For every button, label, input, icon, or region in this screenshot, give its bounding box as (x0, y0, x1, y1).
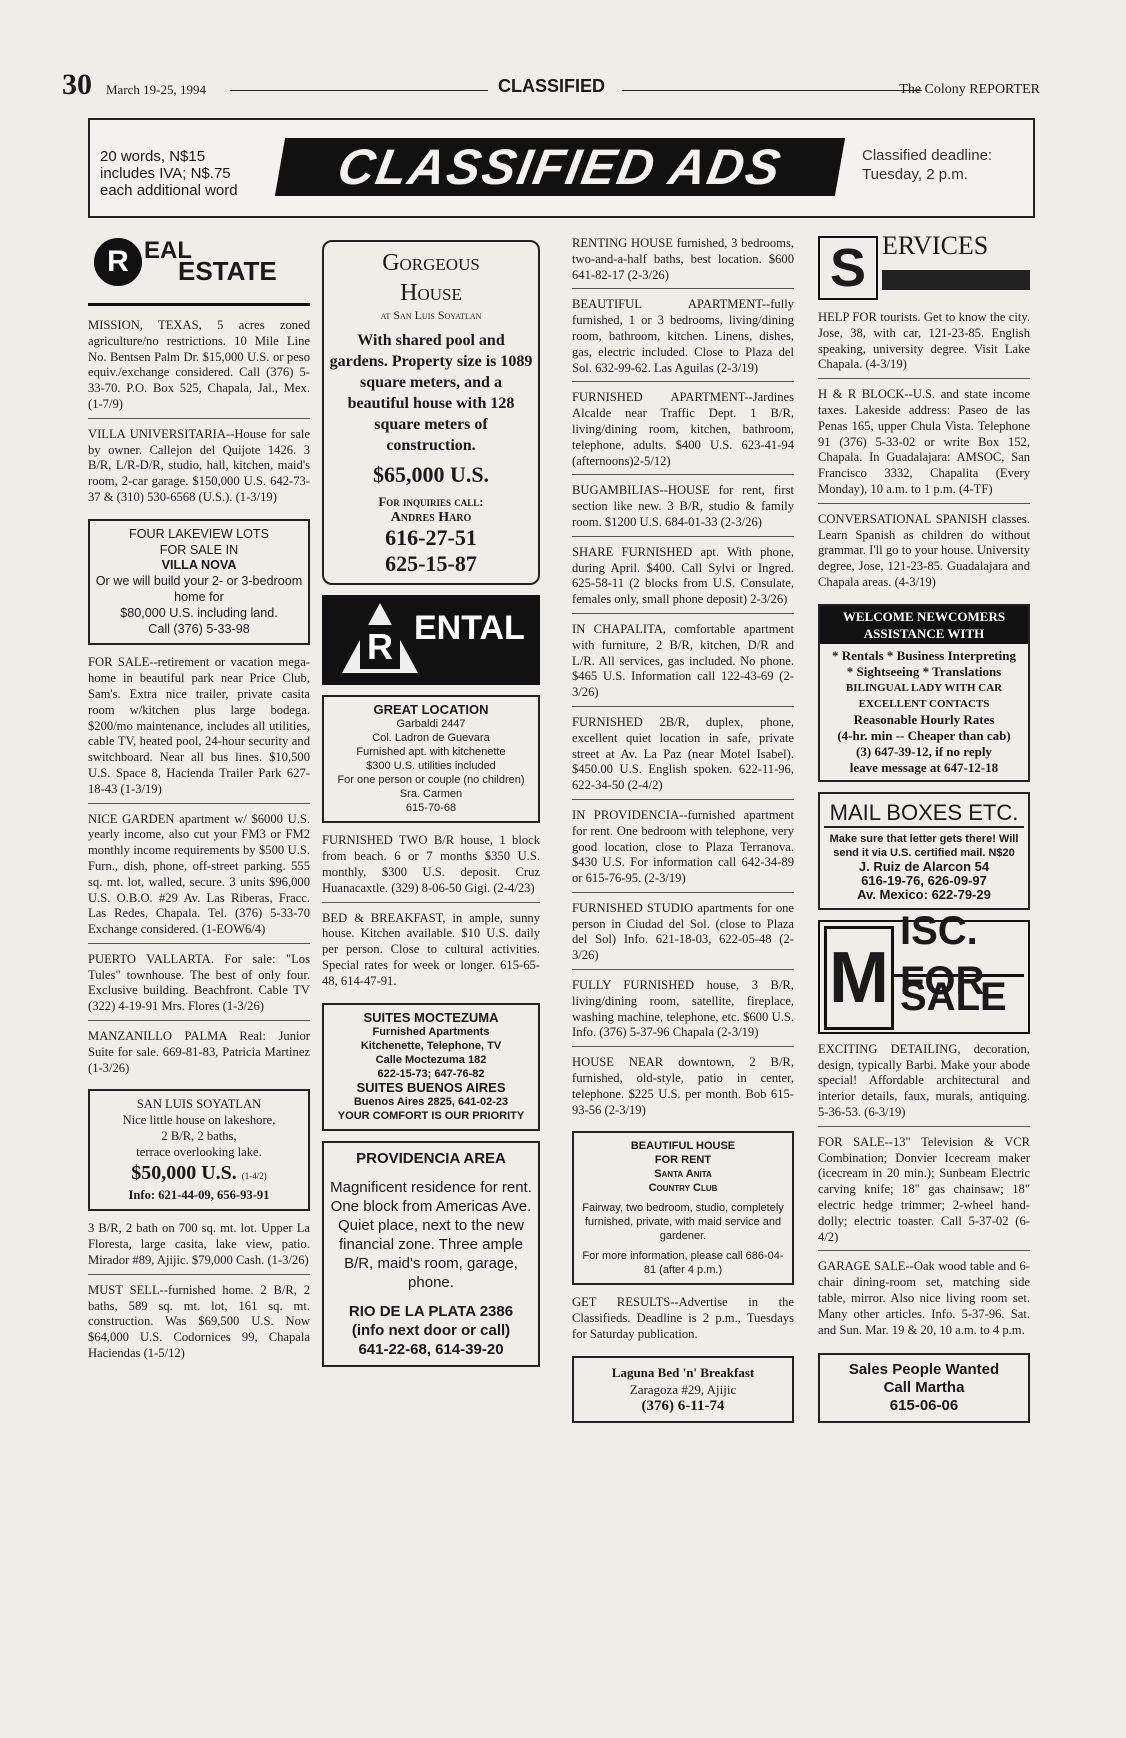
classified-ad: BED & BREAKFAST, in ample, sunny house. Kitchen available. $10 U.S. daily per person. Close to cultural activities. Special rates for week or longer. 615-65-48, 614-47-91. (322, 910, 540, 988)
box-line: Reasonable Hourly Rates (853, 711, 995, 727)
box-line: Make sure that letter gets there! Will send it via U.S. certified mail. N$20 (829, 832, 1019, 859)
box-line: Calle Moctezuma 182 (375, 1053, 487, 1066)
box-line: BILINGUAL LADY WITH CAR (845, 681, 1003, 694)
box-line: (info next door or call) (351, 1321, 511, 1339)
classified-ad: FURNISHED 2B/R, duplex, phone, excellent quiet location in safe, private street at Av. La Paz (near Motel Isabel). $450.00 U.S. English spoken. 622-11-96, 622-34-50 (2-4/2) (572, 715, 794, 800)
box-line: Call Martha (883, 1379, 965, 1397)
classified-ad: BEAUTIFUL APARTMENT--fully furnished, 1 or 3 bedrooms, living/dining room, bathroom, kitchen. Linens, dishes, gas, electric included. Close to Plaza del Sol. 632-99-62. Las Aguilas (2-3/19) (572, 297, 794, 382)
box-line: Info: 621-44-09, 656-93-91 (128, 1187, 270, 1202)
box-line: For one person or couple (no children) Sra. Carmen (337, 774, 525, 801)
classified-ad: EXCITING DETAILING, decoration, design, typically Barbi. Make your abode special! Affordable architectural and interior details, faux, murals, antiquing. 5-36-53. (6-3/19) (818, 1042, 1030, 1127)
box-line: Av. Mexico: 622-79-29 (857, 886, 991, 902)
classified-ad: RENTING HOUSE furnished, 3 bedrooms, two-and-a-half baths, best location. $600 641-82-17 (2-3/26) (572, 236, 794, 289)
column-rentals-b (572, 236, 794, 1433)
ad-inquiry: For inquiries call: (378, 493, 484, 509)
classified-ad: MANZANILLO PALMA Real: Junior Suite for sale. 669-81-83, Patricia Martinez (1-3/26) (88, 1029, 310, 1075)
rate-line: each additional word (100, 182, 238, 199)
ad-box-san-luis (88, 1089, 310, 1211)
box-body: Fairway, two bedroom, studio, completely furnished, private, with maid service and gardener. (582, 1202, 784, 1243)
ad-box-laguna (572, 1356, 794, 1423)
head-rule-right (622, 90, 922, 91)
classified-ad: FOR SALE--13" Television & VCR Combination; Donvier Icecream maker (icecream in 20 min.); Sunbeam Electric carving knife; 18" gas chainsaw; 18" electric hedge trimmer; 2-wheel hand-dolly; electric toaster. Call 5-37-02 (6-4/2) (818, 1135, 1030, 1252)
box-title: WELCOME NEWCOMERS (842, 608, 1006, 624)
box-title: SUITES MOCTEZUMA (363, 1009, 499, 1025)
box-line: * Rentals * Business Interpreting (832, 647, 1016, 663)
box-body: Magnificent residence for rent. One block from Americas Ave. Quiet place, next to the new financial zone. Three ample B/R, maid's room, garage, phone. (330, 1178, 532, 1291)
box-line: 622-15-73; 647-76-82 (377, 1067, 485, 1080)
ad-box-welcome-newcomers (818, 604, 1030, 782)
ad-box-villa-nova (88, 519, 310, 646)
header-underline (88, 303, 310, 306)
box-line: Country Club (648, 1182, 718, 1195)
box-line: FOR RENT (654, 1154, 712, 1167)
box-line: Furnished apt. with kitchenette (356, 746, 506, 759)
classified-ad: MUST SELL--furnished home. 2 B/R, 2 baths, 589 sq. mt. lot, 161 sq. mt. construction. Was $69,500 U.S. Now $64,000 U.S. Codornices 99, Chapala Haciendas (1-5/12) (88, 1282, 310, 1361)
box-line: (376) 6-11-74 (641, 1397, 725, 1414)
box-line: Call (376) 5-33-98 (148, 621, 250, 636)
rate-info (100, 148, 238, 199)
classified-ad: MISSION, TEXAS, 5 acres zoned agriculture/no restrictions. 10 Mile Line No. Bentsen Palm Dr. $15,000 U.S. or peso equiv./exchange considered. Call (376) 5-33-70. P.O. Box 525, Chapala, Jal., Mex. (1-7/9) (88, 318, 310, 419)
welcome-body (820, 644, 1028, 780)
services-word: ERVICES (882, 231, 989, 260)
page-number: 30 (62, 68, 92, 101)
box-line: VILLA NOVA (161, 558, 237, 573)
deadline-line: Classified deadline: (862, 147, 993, 164)
classified-ad: IN PROVIDENCIA--furnished apartment for rent. One bedroom with telephone, very good location, close to Plaza Terranova. $430 U.S. For information call 642-34-89 or 615-76-95. (2-3/19) (572, 808, 794, 893)
ad-phone: 616-27-51 (385, 525, 477, 551)
services-bar (882, 270, 1030, 290)
box-title: ASSISTANCE WITH (863, 625, 985, 641)
ad-body: With shared pool and gardens. Property size is 1089 square meters, and a beautiful house with 128 square meters of construction. (329, 331, 533, 454)
box-title: MAIL BOXES ETC. (824, 800, 1024, 828)
services-header (818, 231, 1030, 302)
box-title: GREAT LOCATION (373, 702, 489, 718)
classified-ad: H & R BLOCK--U.S. and state income taxes. Lakeside address: Paseo de las Penas 165, upper Chula Vista. Telephone 91 (376) 5-33-02 or write Box 152, Chapala. In Guadalajara: AMSOC, San Francisco 3332, Chapalita (Every Monday), 10 a.m. to 1 p.m. (4-TF) (818, 387, 1030, 504)
classified-ad: VILLA UNIVERSITARIA--House for sale by owner. Callejon del Quijote 1426. 3 B/R, L/R-D/R, studio, hall, kitchen, maid's room, 2-car garage. $150,000 U.S. 642-73-37 & (310) 530-6568 (U.S.). (1-3/19) (88, 426, 310, 504)
box-line: Garbaldi 2447 (396, 718, 466, 731)
classified-ad: FULLY FURNISHED house, 3 B/R, living/dining room, satellite, fireplace, washing machine, telephone, etc. $600 U.S. Info. (376) 5-37-96 Chapala (2-3/19) (572, 978, 794, 1047)
running-head (62, 68, 1040, 104)
misc-letter: M (824, 926, 894, 1030)
ad-title: Gorgeous (382, 250, 480, 276)
gorgeous-house-ad (322, 240, 540, 585)
classified-ad: FURNISHED STUDIO apartments for one person in Ciudad del Sol. (close to Plaza del Sol) Info. 621-18-03, 622-05-48 (2-3/26) (572, 901, 794, 970)
ad-subtitle: at San Luis Soyatlan (380, 308, 482, 322)
box-line: 2 B/R, 2 baths, (161, 1129, 237, 1144)
box-line: Col. Ladron de Guevara (372, 732, 490, 745)
misc-word1: ISC. (900, 908, 978, 953)
classified-ad: HELP FOR tourists. Get to know the city. Jose, 38, with car, 121-23-85. English speaking, university degree. Visit Lake Chapala. (4-3/19) (818, 310, 1030, 379)
classified-ad: HOUSE NEAR downtown, 2 B/R, furnished, old-style, patio in center, telephone. $225 U.S. per month. Bob 615-93-56 (2-3/19) (572, 1055, 794, 1117)
deadline-line: Tuesday, 2 p.m. (862, 166, 968, 183)
classified-ad: NICE GARDEN apartment w/ $6000 U.S. yearly income, also cut your FM3 or FM2 monthly income requirements by $500 U.S. Furn., dish, phone, off-street parking. 555 sq. mt. lot, walled, secure. 3 units $96,000 U.S. O.B.O. #29 Av. Las Riberas, Fracc. Las Redes, Chapala. Tel. (376) 5-33-70 Exchange considered. (1-EOW6/4) (88, 812, 310, 944)
classified-ad: FOR SALE--retirement or vacation mega-home in beautiful park near Price Club, Sam's. Extra nice trailer, private casita room w/kitchen plus large bodega. $200/mo maintenance, includes all utilities, cable TV, heated pool, 24-hour security and switchboard. Near all bus lines. $10,500 U.S. Space 8, Hacienda Trailer Park 627-18-43 (1-3/19) (88, 655, 310, 803)
box-title: Sales People Wanted (848, 1361, 1000, 1379)
box-line: FOR SALE IN (159, 542, 239, 557)
box-title: PROVIDENCIA AREA (356, 1149, 506, 1167)
box-title: SUITES BUENOS AIRES (356, 1079, 506, 1095)
column-services (818, 231, 1030, 1433)
misc-for-sale-header (818, 908, 1030, 1034)
classified-ad: CONVERSATIONAL SPANISH classes. Learn Spanish as children do without grammar. I'll go to your house. University degree, Jose, 121-23-85. Guadalajara and Chapala areas. (4-3/19) (818, 511, 1030, 589)
real-estate-word1: EAL (144, 237, 192, 264)
banner-title: CLASSIFIED ADS (275, 138, 845, 196)
ad-box-providencia (322, 1141, 540, 1367)
misc-word2: FOR SALE (900, 958, 1007, 1019)
box-line: Furnished Apartments (372, 1025, 490, 1038)
ad-price: $65,000 U.S. (372, 461, 490, 487)
classified-ad: SHARE FURNISHED apt. With phone, during April. $400. Call Sylvi or Ingred. 625-58-11 (2 blocks from U.S. Consulate, females only, small phone deposit) 2-3/26) (572, 545, 794, 614)
box-line: $80,000 U.S. including land. (120, 605, 278, 620)
box-line: RIO DE LA PLATA 2386 (348, 1302, 514, 1320)
box-line: For more information, please call 686-04-81 (after 4 p.m.) (582, 1250, 784, 1277)
box-line: 641-22-68, 614-39-20 (358, 1340, 504, 1358)
classified-ad: 3 B/R, 2 bath on 700 sq. mt. lot. Upper La Floresta, large casita, lake view, patio. Mirador #89, Ajijic. $79,000 Cash. (1-3/26) (88, 1221, 310, 1274)
box-line: * Sightseeing * Translations (846, 663, 1002, 679)
box-title: SAN LUIS SOYATLAN (136, 1097, 262, 1112)
classified-ad: PUERTO VALLARTA. For sale: "Los Tules" townhouse. The best of only four. Exclusive building. Beachfront. Cable TV (322) 4-19-91 Mrs. Flores (1-3/26) (88, 952, 310, 1021)
classified-ad: FURNISHED APARTMENT--Jardines Alcalde near Traffic Dept. 1 B/R, living/dining room, kitchen, bathroom, telephone, adults. $400 U.S. 623-41-94 (afternoons)2-5/12) (572, 390, 794, 475)
box-title: BEAUTIFUL HOUSE (630, 1140, 736, 1153)
box-line: Kitchenette, Telephone, TV (360, 1039, 502, 1052)
rate-line: includes IVA; N$.75 (100, 165, 231, 182)
classified-banner (88, 118, 1035, 218)
box-line: 615-06-06 (889, 1397, 959, 1415)
box-line: 616-19-76, 626-09-97 (861, 872, 987, 888)
box-line: FOUR LAKEVIEW LOTS (129, 526, 269, 541)
rate-line: 20 words, N$15 (100, 148, 206, 165)
head-rule-left (230, 90, 488, 91)
box-line: Zaragoza #29, Ajijic (629, 1381, 737, 1397)
ad-box-great-location (322, 695, 540, 823)
column-real-estate (88, 236, 310, 1375)
box-line: (3) 647-39-12, if no reply (856, 743, 992, 759)
box-line: Santa Anita (654, 1168, 712, 1181)
rental-word: ENTAL (414, 609, 525, 648)
box-line: leave message at 647-12-18 (849, 759, 999, 775)
column-rentals-a (322, 236, 540, 1377)
box-line: 615-70-68 (405, 802, 457, 815)
box-line: J. Ruiz de Alarcon 54 (858, 858, 990, 874)
issue-date: March 19-25, 1994 (106, 82, 207, 97)
ad-contact-name: Andres Haro (390, 509, 472, 525)
classified-ad: FURNISHED TWO B/R house, 1 block from beach. 6 or 7 months $350 U.S. monthly, $300 U.S. deposit. Cruz Huanacaxtle. (329) 8-06-50 Gigi. (2-4/23) (322, 833, 540, 902)
classified-ad: BUGAMBILIAS--HOUSE for rent, first section like new. 3 B/R, studio & family room. $1200 U.S. 684-01-33 (2-3/26) (572, 483, 794, 536)
box-line: Or we will build your 2- or 3-bedroom home for (95, 574, 303, 604)
ad-phone: 625-15-87 (385, 551, 477, 577)
real-estate-letter: R (94, 238, 142, 286)
box-title: Laguna Bed 'n' Breakfast (611, 1364, 755, 1380)
classified-ad: GARAGE SALE--Oak wood table and 6-chair dining-room set, matching side table, mirror. Also nice living room set. Many other articles. Info. 5-37-96. Sat. and Sun. Mar. 19 & 20, 10 a.m. to 4 p.m. (818, 1259, 1030, 1337)
services-letter: S (818, 236, 878, 300)
rental-letter: R (360, 625, 400, 669)
ad-box-suites (322, 1003, 540, 1131)
box-price: $50,000 U.S. (1-4/2) (131, 1161, 267, 1184)
real-estate-header (88, 236, 310, 308)
classified-ad: IN CHAPALITA, comfortable apartment with furniture, 2 B/R, kitchen, D/R and L/R. All services, gas included. No phone. $465 U.S. Information call 122-43-69 (2-3/26) (572, 622, 794, 707)
box-line: Nice little house on lakeshore, (122, 1113, 276, 1128)
publication-name: The Colony REPORTER (899, 82, 1040, 97)
box-line: (4-hr. min -- Cheaper than cab) (837, 727, 1011, 743)
box-line: EXCELLENT CONTACTS (858, 697, 990, 710)
ad-box-sales-people (818, 1353, 1030, 1423)
box-line: $300 U.S. utilities included (366, 760, 496, 773)
box-line: YOUR COMFORT IS OUR PRIORITY (337, 1109, 525, 1122)
rental-header (322, 595, 540, 685)
welcome-head (820, 606, 1028, 644)
ad-box-mail-boxes (818, 792, 1030, 910)
box-line: Buenos Aires 2825, 641-02-23 (353, 1095, 509, 1108)
classified-ad: GET RESULTS--Advertise in the Classifieds. Deadline is 2 p.m., Tuesdays for Saturday publication. (572, 1295, 794, 1342)
box-line: terrace overlooking lake. (136, 1144, 262, 1159)
deadline-info (862, 146, 992, 184)
ad-box-santa-anita (572, 1131, 794, 1285)
real-estate-word2: ESTATE (178, 256, 277, 286)
section-title: CLASSIFIED (498, 76, 606, 96)
ad-title: House (400, 280, 462, 306)
